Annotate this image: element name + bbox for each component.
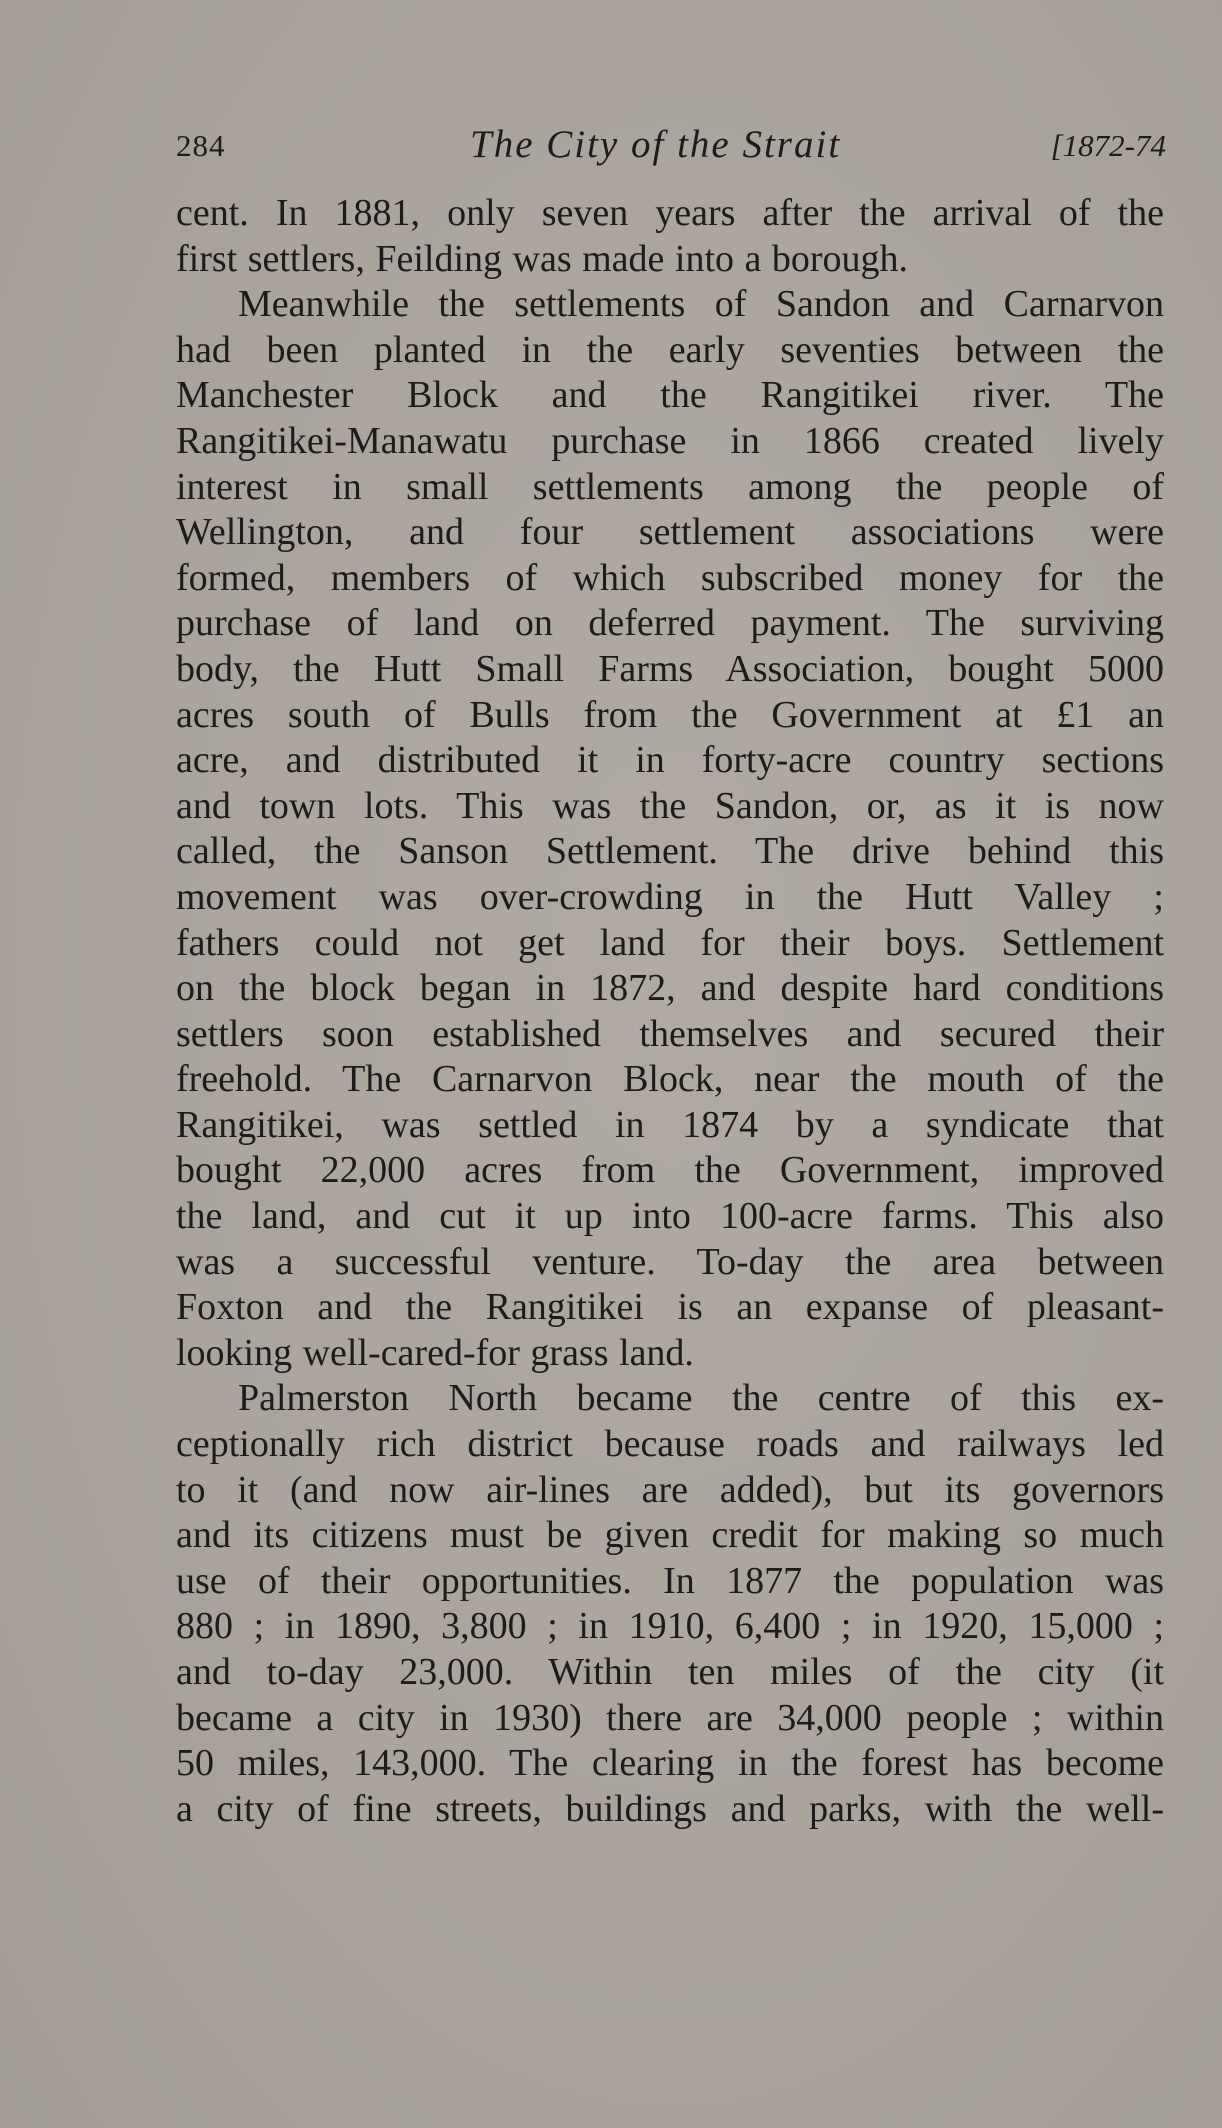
text-line: looking well-cared-for grass land. [176,1331,694,1374]
text-line: Meanwhile the settlements of Sandon and Carnarvon [238,283,1164,326]
text-line: ceptionally rich district because roads and railways led [176,1423,1164,1466]
text-line: cent. In 1881, only seven years after the arrival of the [176,192,1164,234]
text-line: Rangitikei, was settled in 1874 by a syndicate that [176,1103,1164,1146]
text-line: Rangitikei-Manawatu purchase in 1866 created lively [176,419,1164,462]
text-line: Palmerston North became the centre of this ex- [238,1377,1164,1420]
text-line: and town lots. This was the Sandon, or, as it is now [176,784,1164,827]
body-text [176,191,1164,1832]
text-line: fathers could not get land for their boys. Settlement [176,921,1164,964]
text-line: Wellington, and four settlement associations were [176,511,1164,554]
text-line: interest in small settlements among the people of [176,465,1164,508]
text-line: movement was over-crowding in the Hutt Valley ; [176,875,1164,918]
text-line: bought 22,000 acres from the Government, improved [176,1149,1164,1192]
text-line: a city of fine streets, buildings and parks, with the well- [176,1787,1164,1830]
text-line: Foxton and the Rangitikei is an expanse of pleasant- [176,1286,1164,1329]
text-line: and its citizens must be given credit for making so much [176,1514,1164,1557]
text-line: freehold. The Carnarvon Block, near the mouth of the [176,1058,1164,1101]
text-line: and to-day 23,000. Within ten miles of the city (it [176,1651,1164,1693]
text-line: the land, and cut it up into 100-acre farms. This also [176,1195,1164,1238]
text-line: purchase of land on deferred payment. The surviving [176,602,1164,645]
date-range: [1872-74 [1050,128,1166,163]
paragraph-3 [176,1376,1164,1832]
text-line: became a city in 1930) there are 34,000 people ; within [176,1696,1164,1739]
text-line: 880 ; in 1890, 3,800 ; in 1910, 6,400 ; in 1920, 15,000 ; [176,1605,1164,1648]
text-line: acres south of Bulls from the Government at £1 an [176,693,1164,736]
text-line: called, the Sanson Settlement. The drive behind this [176,830,1164,873]
text-line: 50 miles, 143,000. The clearing in the forest has become [176,1742,1164,1785]
text-line: Manchester Block and the Rangitikei river. The [176,374,1164,417]
text-line: formed, members of which subscribed money for the [176,556,1164,599]
running-head [176,122,1166,172]
text-line: on the block began in 1872, and despite hard conditions [176,967,1164,1010]
text-line: acre, and distributed it in forty-acre country sections [176,739,1164,782]
text-line: body, the Hutt Small Farms Association, bought 5000 [176,647,1164,690]
book-title: The City of the Strait [470,123,842,166]
paragraph-2 [176,282,1164,1376]
text-line: to it (and now air-lines are added), but its governors [176,1468,1164,1511]
text-line: use of their opportunities. In 1877 the population was [176,1559,1164,1602]
text-line: settlers soon established themselves and secured their [176,1012,1164,1055]
text-line: first settlers, Feilding was made into a borough. [176,237,909,280]
page-number: 284 [176,128,226,163]
paragraph-1 [176,191,1164,282]
text-line: had been planted in the early seventies between the [176,328,1164,371]
text-line: was a successful venture. To-day the area between [176,1240,1164,1283]
